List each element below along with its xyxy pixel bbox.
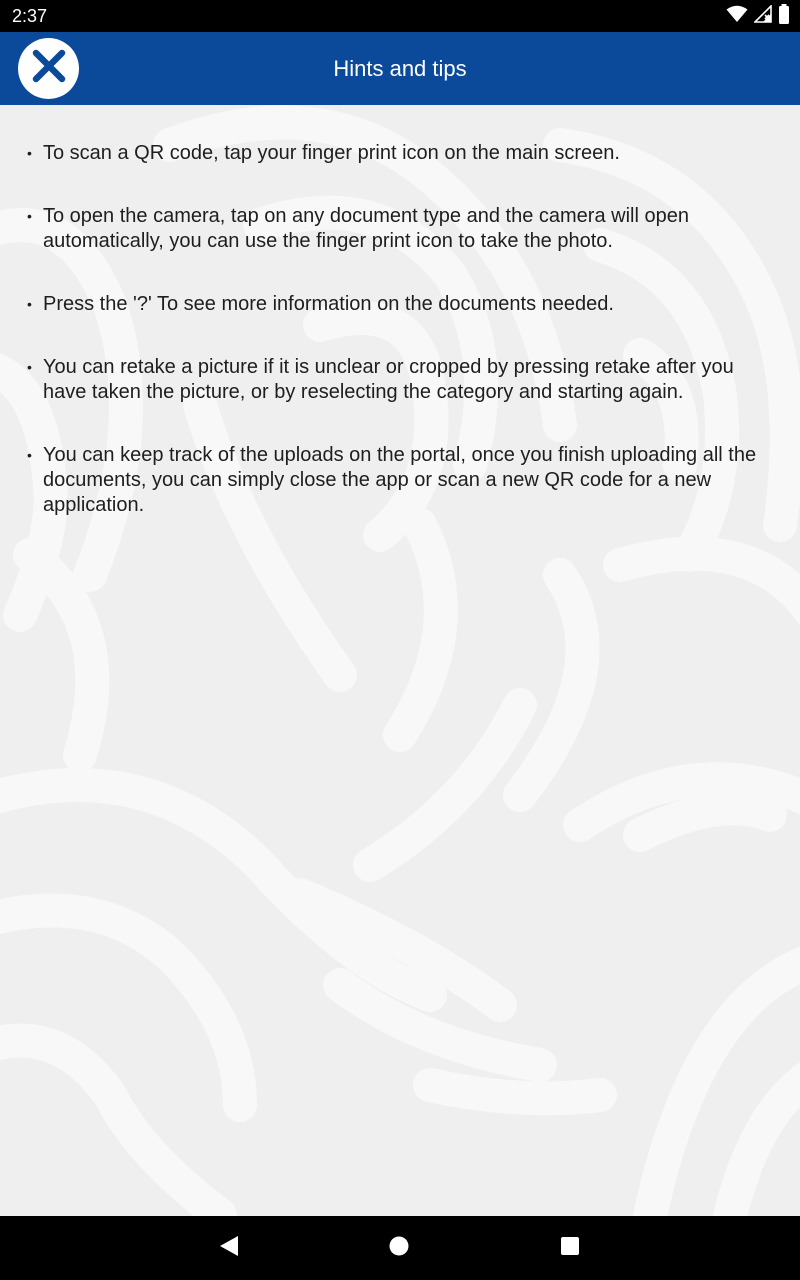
hint-text: To scan a QR code, tap your finger print icon on the main screen.: [43, 142, 620, 164]
hint-text: You can keep track of the uploads on the portal, once you finish uploading all the documents, you can simply close the app or scan a new QR code for a new application.: [43, 444, 757, 516]
list-item: [0, 355, 800, 405]
status-time: 2:37: [12, 6, 48, 26]
signal-icon: [754, 5, 772, 28]
battery-icon: [778, 4, 790, 29]
bullet: •: [27, 296, 32, 312]
bullet: •: [27, 208, 32, 224]
navigation-bar: [0, 1216, 800, 1280]
close-button[interactable]: [18, 38, 79, 99]
hint-text: Press the '?' To see more information on the documents needed.: [43, 293, 614, 315]
status-bar: [0, 0, 800, 32]
hints-list: [0, 105, 800, 556]
back-icon: [218, 1234, 240, 1263]
list-item: [0, 204, 800, 254]
recents-icon: [559, 1235, 581, 1262]
bullet: •: [27, 359, 32, 375]
list-item: [0, 443, 800, 518]
hint-text: To open the camera, tap on any document type and the camera will open automatically, you can use the finger print icon to take the photo.: [43, 205, 689, 252]
wifi-icon: [726, 5, 748, 28]
bullet: •: [27, 447, 32, 463]
hint-text: You can retake a picture if it is unclear or cropped by pressing retake after you have taken the picture, or by reselecting the category and starting again.: [43, 356, 734, 403]
close-icon: [29, 46, 69, 91]
list-item: [0, 141, 800, 166]
back-button[interactable]: [189, 1216, 269, 1280]
recents-button[interactable]: [530, 1216, 610, 1280]
bullet: •: [27, 145, 32, 161]
home-icon: [388, 1235, 410, 1262]
page-title: Hints and tips: [333, 56, 467, 81]
app-bar: [0, 32, 800, 105]
status-icons: [726, 4, 790, 28]
list-item: [0, 292, 800, 317]
home-button[interactable]: [359, 1216, 439, 1280]
